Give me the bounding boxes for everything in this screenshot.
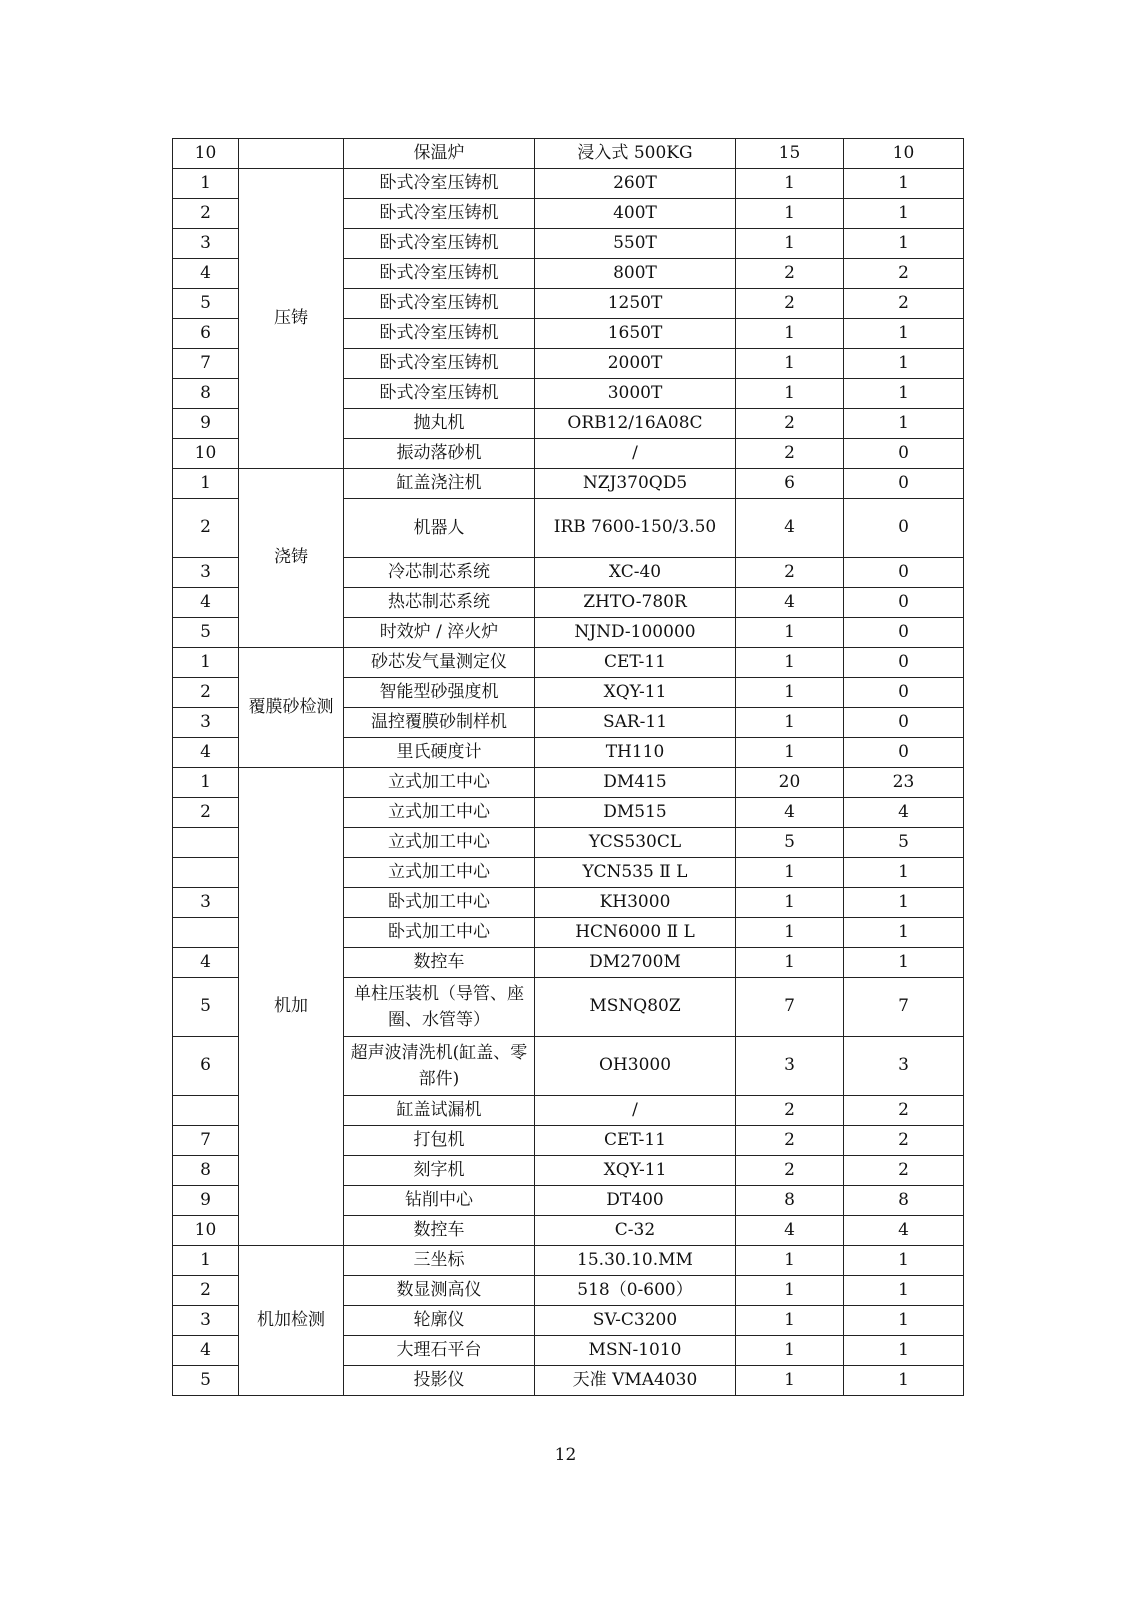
row-number-cell: 1 — [173, 169, 239, 199]
category-cell — [239, 139, 344, 169]
quantity-b-cell: 1 — [844, 409, 964, 439]
equipment-name-cell: 振动落砂机 — [344, 439, 535, 469]
quantity-a-cell: 1 — [736, 169, 844, 199]
row-number-cell: 7 — [173, 1126, 239, 1156]
row-number-cell: 8 — [173, 1156, 239, 1186]
quantity-a-cell: 1 — [736, 319, 844, 349]
quantity-a-cell: 1 — [736, 1246, 844, 1276]
quantity-b-cell: 1 — [844, 1246, 964, 1276]
table-row — [173, 469, 964, 499]
category-cell: 覆膜砂检测 — [239, 648, 344, 768]
quantity-b-cell: 1 — [844, 1306, 964, 1336]
row-number-cell: 1 — [173, 768, 239, 798]
equipment-name-cell: 轮廓仪 — [344, 1306, 535, 1336]
quantity-a-cell: 1 — [736, 1306, 844, 1336]
category-cell: 压铸 — [239, 169, 344, 469]
quantity-b-cell: 1 — [844, 319, 964, 349]
quantity-b-cell: 1 — [844, 918, 964, 948]
quantity-a-cell: 2 — [736, 289, 844, 319]
row-number-cell — [173, 828, 239, 858]
equipment-name-cell: 立式加工中心 — [344, 768, 535, 798]
equipment-name-cell: 刻字机 — [344, 1156, 535, 1186]
quantity-b-cell: 1 — [844, 169, 964, 199]
model-cell: 2000T — [535, 349, 736, 379]
table-row — [173, 1246, 964, 1276]
quantity-b-cell: 1 — [844, 349, 964, 379]
model-cell: 1250T — [535, 289, 736, 319]
quantity-a-cell: 2 — [736, 1096, 844, 1126]
row-number-cell: 5 — [173, 618, 239, 648]
quantity-a-cell: 2 — [736, 439, 844, 469]
quantity-a-cell: 7 — [736, 978, 844, 1037]
model-cell: OH3000 — [535, 1037, 736, 1096]
quantity-a-cell: 1 — [736, 678, 844, 708]
row-number-cell — [173, 858, 239, 888]
row-number-cell: 1 — [173, 1246, 239, 1276]
model-cell: MSN-1010 — [535, 1336, 736, 1366]
model-cell: CET-11 — [535, 648, 736, 678]
row-number-cell — [173, 918, 239, 948]
model-cell: SV-C3200 — [535, 1306, 736, 1336]
table-row — [173, 768, 964, 798]
equipment-name-cell: 超声波清洗机(缸盖、零部件) — [344, 1037, 535, 1096]
quantity-b-cell: 0 — [844, 588, 964, 618]
row-number-cell: 2 — [173, 678, 239, 708]
model-cell: 400T — [535, 199, 736, 229]
model-cell: XQY-11 — [535, 1156, 736, 1186]
model-cell: IRB 7600-150/3.50 — [535, 499, 736, 558]
equipment-name-cell: 保温炉 — [344, 139, 535, 169]
quantity-b-cell: 0 — [844, 439, 964, 469]
quantity-b-cell: 0 — [844, 618, 964, 648]
model-cell: CET-11 — [535, 1126, 736, 1156]
model-cell: ORB12/16A08C — [535, 409, 736, 439]
category-cell: 机加 — [239, 768, 344, 1246]
row-number-cell: 4 — [173, 738, 239, 768]
equipment-name-cell: 冷芯制芯系统 — [344, 558, 535, 588]
model-cell: NJND-100000 — [535, 618, 736, 648]
quantity-a-cell: 1 — [736, 379, 844, 409]
row-number-cell: 10 — [173, 1216, 239, 1246]
model-cell: NZJ370QD5 — [535, 469, 736, 499]
quantity-a-cell: 4 — [736, 1216, 844, 1246]
model-cell: TH110 — [535, 738, 736, 768]
model-cell: HCN6000 Ⅱ L — [535, 918, 736, 948]
equipment-name-cell: 缸盖试漏机 — [344, 1096, 535, 1126]
row-number-cell: 3 — [173, 708, 239, 738]
quantity-b-cell: 2 — [844, 1096, 964, 1126]
quantity-b-cell: 3 — [844, 1037, 964, 1096]
model-cell: / — [535, 1096, 736, 1126]
row-number-cell: 2 — [173, 199, 239, 229]
quantity-a-cell: 1 — [736, 1366, 844, 1396]
quantity-b-cell: 1 — [844, 199, 964, 229]
quantity-b-cell: 1 — [844, 379, 964, 409]
row-number-cell: 10 — [173, 439, 239, 469]
quantity-b-cell: 1 — [844, 229, 964, 259]
quantity-a-cell: 2 — [736, 259, 844, 289]
row-number-cell: 9 — [173, 409, 239, 439]
model-cell: XQY-11 — [535, 678, 736, 708]
quantity-b-cell: 1 — [844, 888, 964, 918]
equipment-name-cell: 机器人 — [344, 499, 535, 558]
row-number-cell: 4 — [173, 588, 239, 618]
page-number: 12 — [554, 1445, 577, 1465]
equipment-name-cell: 缸盖浇注机 — [344, 469, 535, 499]
quantity-a-cell: 1 — [736, 948, 844, 978]
row-number-cell: 1 — [173, 469, 239, 499]
quantity-b-cell: 0 — [844, 499, 964, 558]
model-cell: MSNQ80Z — [535, 978, 736, 1037]
model-cell: 518（0-600） — [535, 1276, 736, 1306]
quantity-a-cell: 1 — [736, 1336, 844, 1366]
model-cell: SAR-11 — [535, 708, 736, 738]
model-cell: 15.30.10.MM — [535, 1246, 736, 1276]
row-number-cell: 3 — [173, 558, 239, 588]
equipment-name-cell: 数控车 — [344, 948, 535, 978]
row-number-cell — [173, 1096, 239, 1126]
table-row — [173, 648, 964, 678]
equipment-name-cell: 钻削中心 — [344, 1186, 535, 1216]
quantity-a-cell: 5 — [736, 828, 844, 858]
quantity-a-cell: 1 — [736, 199, 844, 229]
quantity-a-cell: 2 — [736, 558, 844, 588]
quantity-a-cell: 1 — [736, 918, 844, 948]
row-number-cell: 5 — [173, 289, 239, 319]
model-cell: DM415 — [535, 768, 736, 798]
quantity-b-cell: 0 — [844, 738, 964, 768]
model-cell: XC-40 — [535, 558, 736, 588]
row-number-cell: 2 — [173, 798, 239, 828]
quantity-a-cell: 15 — [736, 139, 844, 169]
category-cell: 机加检测 — [239, 1246, 344, 1396]
quantity-a-cell: 8 — [736, 1186, 844, 1216]
equipment-name-cell: 投影仪 — [344, 1366, 535, 1396]
equipment-name-cell: 砂芯发气量测定仪 — [344, 648, 535, 678]
model-cell: ZHTO-780R — [535, 588, 736, 618]
row-number-cell: 2 — [173, 499, 239, 558]
quantity-b-cell: 1 — [844, 1336, 964, 1366]
category-cell: 浇铸 — [239, 469, 344, 648]
equipment-name-cell: 智能型砂强度机 — [344, 678, 535, 708]
quantity-b-cell: 0 — [844, 558, 964, 588]
equipment-name-cell: 立式加工中心 — [344, 798, 535, 828]
equipment-name-cell: 卧式冷室压铸机 — [344, 259, 535, 289]
model-cell: 天准 VMA4030 — [535, 1366, 736, 1396]
row-number-cell: 5 — [173, 978, 239, 1037]
quantity-b-cell: 10 — [844, 139, 964, 169]
quantity-b-cell: 2 — [844, 1156, 964, 1186]
equipment-name-cell: 卧式加工中心 — [344, 888, 535, 918]
table-row — [173, 169, 964, 199]
row-number-cell: 3 — [173, 1306, 239, 1336]
quantity-b-cell: 5 — [844, 828, 964, 858]
quantity-a-cell: 1 — [736, 1276, 844, 1306]
row-number-cell: 10 — [173, 139, 239, 169]
quantity-a-cell: 1 — [736, 708, 844, 738]
equipment-name-cell: 时效炉 / 淬火炉 — [344, 618, 535, 648]
row-number-cell: 3 — [173, 888, 239, 918]
model-cell: 1650T — [535, 319, 736, 349]
row-number-cell: 1 — [173, 648, 239, 678]
row-number-cell: 2 — [173, 1276, 239, 1306]
quantity-b-cell: 2 — [844, 259, 964, 289]
quantity-b-cell: 1 — [844, 858, 964, 888]
model-cell: C-32 — [535, 1216, 736, 1246]
equipment-name-cell: 卧式冷室压铸机 — [344, 319, 535, 349]
row-number-cell: 6 — [173, 1037, 239, 1096]
equipment-name-cell: 热芯制芯系统 — [344, 588, 535, 618]
model-cell: KH3000 — [535, 888, 736, 918]
quantity-a-cell: 1 — [736, 738, 844, 768]
quantity-b-cell: 2 — [844, 289, 964, 319]
model-cell: / — [535, 439, 736, 469]
quantity-a-cell: 6 — [736, 469, 844, 499]
equipment-name-cell: 数控车 — [344, 1216, 535, 1246]
row-number-cell: 8 — [173, 379, 239, 409]
table-body — [173, 139, 964, 1396]
quantity-b-cell: 23 — [844, 768, 964, 798]
quantity-a-cell: 1 — [736, 229, 844, 259]
quantity-b-cell: 7 — [844, 978, 964, 1037]
quantity-a-cell: 2 — [736, 1156, 844, 1186]
equipment-name-cell: 打包机 — [344, 1126, 535, 1156]
equipment-name-cell: 卧式冷室压铸机 — [344, 379, 535, 409]
quantity-b-cell: 4 — [844, 1216, 964, 1246]
model-cell: DM515 — [535, 798, 736, 828]
equipment-name-cell: 卧式冷室压铸机 — [344, 199, 535, 229]
model-cell: YCN535 Ⅱ L — [535, 858, 736, 888]
equipment-name-cell: 三坐标 — [344, 1246, 535, 1276]
equipment-name-cell: 大理石平台 — [344, 1336, 535, 1366]
row-number-cell: 9 — [173, 1186, 239, 1216]
quantity-a-cell: 20 — [736, 768, 844, 798]
row-number-cell: 4 — [173, 1336, 239, 1366]
table-row — [173, 139, 964, 169]
row-number-cell: 7 — [173, 349, 239, 379]
equipment-name-cell: 卧式冷室压铸机 — [344, 289, 535, 319]
row-number-cell: 4 — [173, 948, 239, 978]
row-number-cell: 5 — [173, 1366, 239, 1396]
quantity-a-cell: 3 — [736, 1037, 844, 1096]
quantity-b-cell: 1 — [844, 1366, 964, 1396]
quantity-a-cell: 4 — [736, 499, 844, 558]
quantity-a-cell: 1 — [736, 888, 844, 918]
model-cell: YCS530CL — [535, 828, 736, 858]
quantity-a-cell: 4 — [736, 798, 844, 828]
row-number-cell: 6 — [173, 319, 239, 349]
quantity-a-cell: 4 — [736, 588, 844, 618]
equipment-table — [172, 138, 964, 1396]
model-cell: 3000T — [535, 379, 736, 409]
quantity-a-cell: 1 — [736, 648, 844, 678]
quantity-a-cell: 2 — [736, 409, 844, 439]
quantity-b-cell: 1 — [844, 1276, 964, 1306]
equipment-name-cell: 卧式冷室压铸机 — [344, 349, 535, 379]
quantity-b-cell: 4 — [844, 798, 964, 828]
quantity-a-cell: 1 — [736, 858, 844, 888]
quantity-b-cell: 0 — [844, 708, 964, 738]
model-cell: 800T — [535, 259, 736, 289]
quantity-b-cell: 0 — [844, 678, 964, 708]
equipment-name-cell: 单柱压装机（导管、座圈、水管等） — [344, 978, 535, 1037]
model-cell: 550T — [535, 229, 736, 259]
model-cell: 浸入式 500KG — [535, 139, 736, 169]
equipment-name-cell: 卧式加工中心 — [344, 918, 535, 948]
equipment-name-cell: 温控覆膜砂制样机 — [344, 708, 535, 738]
row-number-cell: 4 — [173, 259, 239, 289]
model-cell: DM2700M — [535, 948, 736, 978]
equipment-name-cell: 卧式冷室压铸机 — [344, 229, 535, 259]
equipment-name-cell: 数显测高仪 — [344, 1276, 535, 1306]
quantity-a-cell: 1 — [736, 349, 844, 379]
quantity-b-cell: 0 — [844, 469, 964, 499]
equipment-name-cell: 卧式冷室压铸机 — [344, 169, 535, 199]
equipment-name-cell: 立式加工中心 — [344, 828, 535, 858]
model-cell: 260T — [535, 169, 736, 199]
quantity-b-cell: 8 — [844, 1186, 964, 1216]
quantity-b-cell: 0 — [844, 648, 964, 678]
model-cell: DT400 — [535, 1186, 736, 1216]
equipment-name-cell: 里氏硬度计 — [344, 738, 535, 768]
quantity-a-cell: 1 — [736, 618, 844, 648]
row-number-cell: 3 — [173, 229, 239, 259]
quantity-b-cell: 2 — [844, 1126, 964, 1156]
equipment-name-cell: 抛丸机 — [344, 409, 535, 439]
quantity-b-cell: 1 — [844, 948, 964, 978]
equipment-name-cell: 立式加工中心 — [344, 858, 535, 888]
quantity-a-cell: 2 — [736, 1126, 844, 1156]
